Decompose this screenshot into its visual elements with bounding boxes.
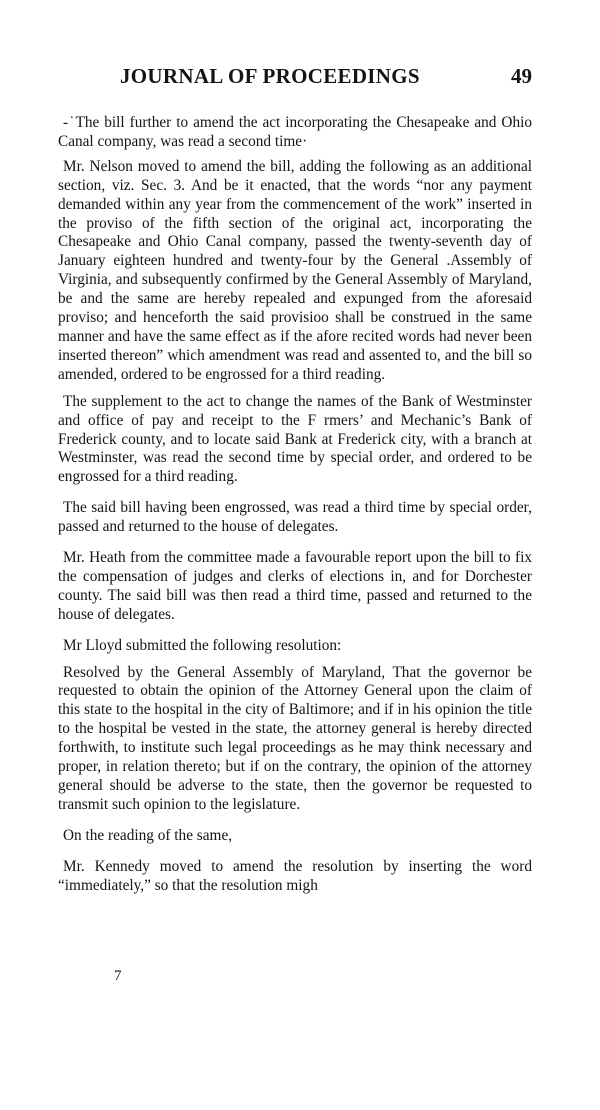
page-number: 49 [511, 64, 532, 88]
paragraph-heath-report: Mr. Heath from the committee made a favourable report upon the bill to fix the compensation of judges and clerks of elections in, and for Dorchester county. The said bill was then read a third time, passed and returned to the house of delegates. [58, 549, 532, 623]
signature-mark: 7 [114, 968, 122, 984]
journal-page [58, 64, 532, 904]
paragraph-reading: On the reading of the same, [63, 826, 233, 844]
page-body [58, 114, 532, 896]
page-header [58, 64, 532, 94]
paragraph-bill-second-reading: -˙The bill further to amend the act incorporating the Chesapeake and Ohio Canal company, was read a second time· [58, 114, 532, 150]
running-title: JOURNAL OF PROCEEDINGS [120, 64, 420, 88]
paragraph-resolution-text: Resolved by the General Assembly of Maryland, That the governor be requested to obtain the opinion of the Attorney General upon the claim of this state to the hospital in the city of Baltimore; and if in his opinion the title to the hospital be vested in the state, the attorney general is hereby directed forthwith, to institute such legal proceedings as he may think necessary and proper, in relation thereto; but if on the contrary, the opinion of the attorney general should be adverse to the state, then the governor be requested to transmit such opinion to the legislature. [58, 663, 532, 813]
paragraph-bill-engrossed: The said bill having been engrossed, was read a third time by special order, passed and returned to the house of delegates. [58, 499, 532, 536]
paragraph-lloyd-resolution: Mr Lloyd submitted the following resolution: [63, 636, 342, 654]
paragraph-nelson-amendment: Mr. Nelson moved to amend the bill, adding the following as an additional section, viz. Sec. 3. And be it enacted, that the words “nor any payment demanded within any year from the commencement of the work” inserted in the proviso of the fifth section of the original act, incorporating the Chesapeake and Ohio Canal company, passed the twenty-seventh day of January eighteen hundred and twenty-four by the General .Assembly of Virginia, and subsequently confirmed by the General Assembly of Maryland, be and the same are hereby repealed and expunged from the aforesaid proviso; and henceforth the said provisioo shall be construed in the same manner and have the same effect as if the afore recited words had never been inserted thereon” which amendment was read and assented to, and the bill so amended, ordered to be engrossed for a third reading. [58, 157, 532, 383]
paragraph-kennedy-amendment: Mr. Kennedy moved to amend the resolution by inserting the word “immediately,” so that the resolution migh [58, 857, 532, 894]
paragraph-bank-supplement: The supplement to the act to change the names of the Bank of Westminster and office of pay and receipt to the F rmers’ and Mechanic’s Bank of Frederick county, and to locate said Bank at Frederick city, with a branch at Westminster, was read the second time by special order, and ordered to be engrossed for a third reading. [58, 392, 532, 486]
